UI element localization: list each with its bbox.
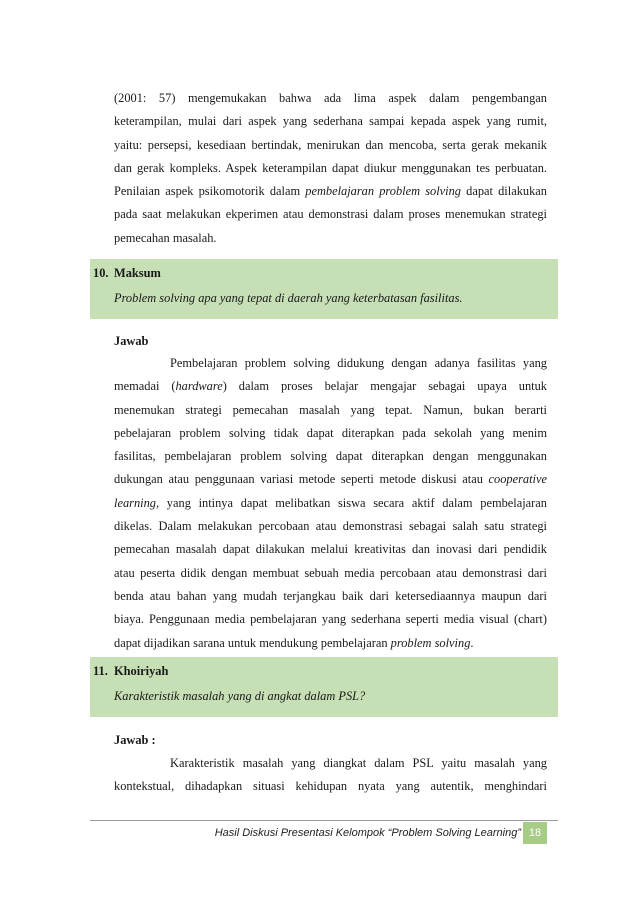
answer-label: Jawab : <box>114 733 156 747</box>
text-line: Pembelajaran problem solving didukung dengan adanya fasilitas yang <box>170 356 547 370</box>
italic-term: problem solving <box>390 635 471 650</box>
footer-title: Hasil Diskusi Presentasi Kelompok “Problem Solving Learning” <box>214 827 521 839</box>
text-run: dapat dijadikan sarana untuk mendukung pembelajaran <box>114 635 388 650</box>
footer-divider <box>90 820 558 821</box>
text-run: dapat dilakukan <box>466 184 547 199</box>
text-line: yaitu: persepsi, kesediaan bertindak, menirukan dan mencoba, serta gerak mekanik <box>114 137 547 152</box>
text-line: dikelas. Dalam melakukan percobaan atau demonstrasi sebagai salah satu strategi <box>114 519 547 534</box>
answer-paragraph-10 <box>114 352 547 655</box>
text-run: Penilaian aspek psikomotorik dalam <box>114 184 301 199</box>
text-line: menemukan strategi pemecahan masalah yang tepat. Namun, bukan berarti <box>114 402 547 417</box>
text-line: biaya. Penggunaan media pembelajaran yang sederhana seperti media visual (chart) <box>114 612 547 627</box>
text-line: dan gerak kompleks. Aspek keterampilan dapat diukur menggunakan tes perbuatan. <box>114 160 547 175</box>
italic-term: hardware <box>175 379 223 394</box>
question-number: 10. <box>93 266 109 280</box>
question-text: Karakteristik masalah yang di angkat dalam PSL? <box>114 689 366 703</box>
text-line: (2001: 57) mengemukakan bahwa ada lima aspek dalam pengembangan <box>114 91 547 105</box>
text-line: pemecahan masalah. <box>114 230 217 245</box>
text-line: Karakteristik masalah yang diangkat dalam PSL yaitu masalah yang <box>170 756 547 770</box>
question-box-11 <box>90 657 558 717</box>
answer-paragraph-11 <box>114 752 547 799</box>
text-line: pemecahan masalah dapat dilakukan melalui kreativitas dan inovasi dari pendidik <box>114 542 547 557</box>
text-line <box>114 468 547 491</box>
intro-paragraph <box>114 87 547 250</box>
text-run: dukungan atau penggunaan variasi metode seperti metode diskusi atau <box>114 472 483 487</box>
text-run: , yang intinya dapat melibatkan siswa secara aktif dalam pembelajaran <box>156 495 547 510</box>
text-line: fasilitas, pembelajaran problem solving dapat diterapkan dengan menggunakan <box>114 449 547 464</box>
text-line: benda atau bahan yang mudah terjangkau baik dari ketersediaannya maupun dari <box>114 588 547 603</box>
text-run: . <box>470 635 474 650</box>
text-line <box>114 492 547 515</box>
text-line: pada saat melakukan ekperimen atau demonstrasi dalam proses menemukan strategi <box>114 207 547 222</box>
text-line: atau peserta didik dengan membuat sebuah media percobaan atau demonstrasi dari <box>114 565 547 580</box>
text-run: ) dalam proses belajar mengajar sebagai upaya untuk <box>222 379 548 394</box>
italic-term: cooperative <box>488 472 547 487</box>
text-line <box>114 632 547 655</box>
text-run: memadai ( <box>114 379 176 394</box>
question-box-10 <box>90 259 558 319</box>
text-line <box>114 375 547 398</box>
italic-term: pembelajaran problem solving <box>305 184 461 199</box>
questioner-name: Maksum <box>114 266 161 280</box>
text-line: pebelajaran problem solving tidak dapat diterapkan pada sekolah yang menim <box>114 425 547 440</box>
question-number: 11. <box>93 664 108 678</box>
italic-term: learning <box>114 495 156 510</box>
text-line: keterampilan, mulai dari aspek yang sederhana sampai kepada aspek yang rumit, <box>114 114 547 129</box>
text-line: kontekstual, dihadapkan situasi kehidupan nyata yang autentik, menghindari <box>114 779 547 794</box>
answer-label: Jawab <box>114 334 149 348</box>
question-text: Problem solving apa yang tepat di daerah yang keterbatasan fasilitas. <box>114 291 463 305</box>
questioner-name: Khoiriyah <box>114 664 169 678</box>
text-line <box>114 180 547 203</box>
page-number: 18 <box>523 822 547 844</box>
